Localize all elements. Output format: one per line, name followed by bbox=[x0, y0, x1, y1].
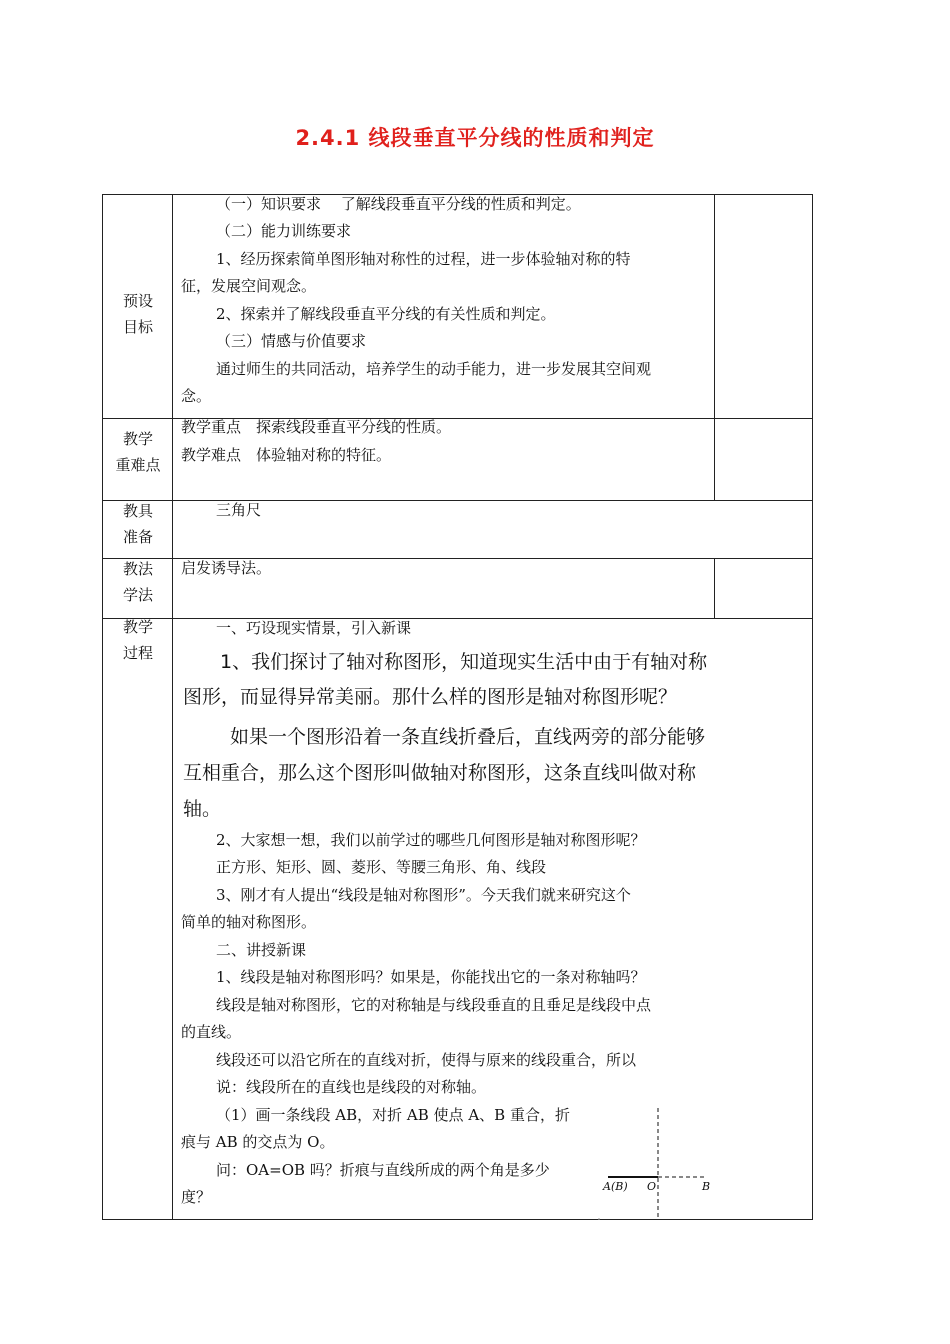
label-line: 教具 bbox=[122, 502, 153, 520]
label-line: 学法 bbox=[122, 586, 153, 604]
row-label-process bbox=[103, 614, 173, 666]
label-line: 目标 bbox=[122, 318, 153, 336]
process-line: 简单的轴对称图形。 bbox=[181, 913, 317, 931]
keypoint-line: 教学难点 体验轴对称的特征。 bbox=[181, 446, 392, 464]
label-line: 教学 bbox=[122, 618, 153, 636]
label-line: 预设 bbox=[122, 292, 153, 310]
label-line: 过程 bbox=[122, 644, 153, 662]
goal-line: 1、经历探索简单图形轴对称性的过程，进一步体验轴对称的特 bbox=[216, 250, 631, 268]
process-line: 问：OA=OB 吗？折痕与直线所成的两个角是多少 bbox=[216, 1161, 550, 1179]
label-line: 教学 bbox=[122, 430, 153, 448]
goal-line: 通过师生的共同活动，培养学生的动手能力，进一步发展其空间观 bbox=[216, 360, 652, 378]
goal-line: 念。 bbox=[181, 387, 212, 405]
row-label-tools bbox=[103, 498, 173, 550]
label-line: 准备 bbox=[122, 528, 153, 546]
process-line: 2、大家想一想，我们以前学过的哪些几何图形是轴对称图形呢？ bbox=[216, 831, 646, 849]
goal-line: （一）知识要求 了解线段垂直平分线的性质和判定。 bbox=[216, 195, 581, 213]
page-title: 2.4.1 线段垂直平分线的性质和判定 bbox=[295, 126, 655, 150]
process-line: 1、线段是轴对称图形吗？如果是，你能找出它的一条对称轴吗？ bbox=[216, 968, 646, 986]
process-line: 的直线。 bbox=[181, 1023, 242, 1041]
process-big-line: 图形，而显得异常美丽。那什么样的图形是轴对称图形呢？ bbox=[183, 686, 678, 708]
fold-diagram bbox=[598, 1104, 714, 1220]
label-o: O bbox=[647, 1180, 657, 1193]
label-line: 重难点 bbox=[115, 456, 161, 474]
process-big-line: 如果一个图形沿着一条直线折叠后，直线两旁的部分能够 bbox=[230, 726, 706, 748]
process-line: （1）画一条线段 AB，对折 AB 使点 A、B 重合，折 bbox=[216, 1106, 570, 1124]
row-label-goals bbox=[103, 288, 173, 340]
keypoint-line: 教学重点 探索线段垂直平分线的性质。 bbox=[181, 418, 452, 436]
goal-line: 2、探索并了解线段垂直平分线的有关性质和判定。 bbox=[216, 305, 556, 323]
process-line: 度？ bbox=[181, 1188, 212, 1206]
goal-line: （二）能力训练要求 bbox=[216, 222, 352, 240]
process-big-line: 互相重合，那么这个图形叫做轴对称图形，这条直线叫做对称 bbox=[183, 762, 697, 784]
process-line: 说：线段所在的直线也是线段的对称轴。 bbox=[216, 1078, 487, 1096]
process-big-line: 轴。 bbox=[183, 798, 222, 820]
process-line: 二、讲授新课 bbox=[216, 941, 307, 959]
methods-line: 启发诱导法。 bbox=[181, 559, 272, 577]
label-b: B bbox=[702, 1180, 711, 1193]
row-label-methods bbox=[103, 556, 173, 608]
process-line: 线段还可以沿它所在的直线对折，使得与原来的线段重合，所以 bbox=[216, 1051, 637, 1069]
process-line: 3、刚才有人提出“线段是轴对称图形”。今天我们就来研究这个 bbox=[216, 886, 631, 904]
label-a-b: A(B) bbox=[603, 1180, 628, 1193]
process-big-line: 1、我们探讨了轴对称图形，知道现实生活中由于有轴对称 bbox=[220, 651, 708, 673]
tools-line: 三角尺 bbox=[216, 501, 262, 519]
goal-line: （三）情感与价值要求 bbox=[216, 332, 367, 350]
process-intro: 一、巧设现实情景，引入新课 bbox=[216, 619, 412, 637]
goal-line: 征，发展空间观念。 bbox=[181, 277, 317, 295]
process-line: 正方形、矩形、圆、菱形、等腰三角形、角、线段 bbox=[216, 858, 547, 876]
label-line: 教法 bbox=[122, 560, 153, 578]
row-label-keypoints bbox=[103, 426, 173, 478]
process-line: 线段是轴对称图形，它的对称轴是与线段垂直的且垂足是线段中点 bbox=[216, 996, 652, 1014]
process-line: 痕与 AB 的交点为 O。 bbox=[181, 1133, 335, 1151]
